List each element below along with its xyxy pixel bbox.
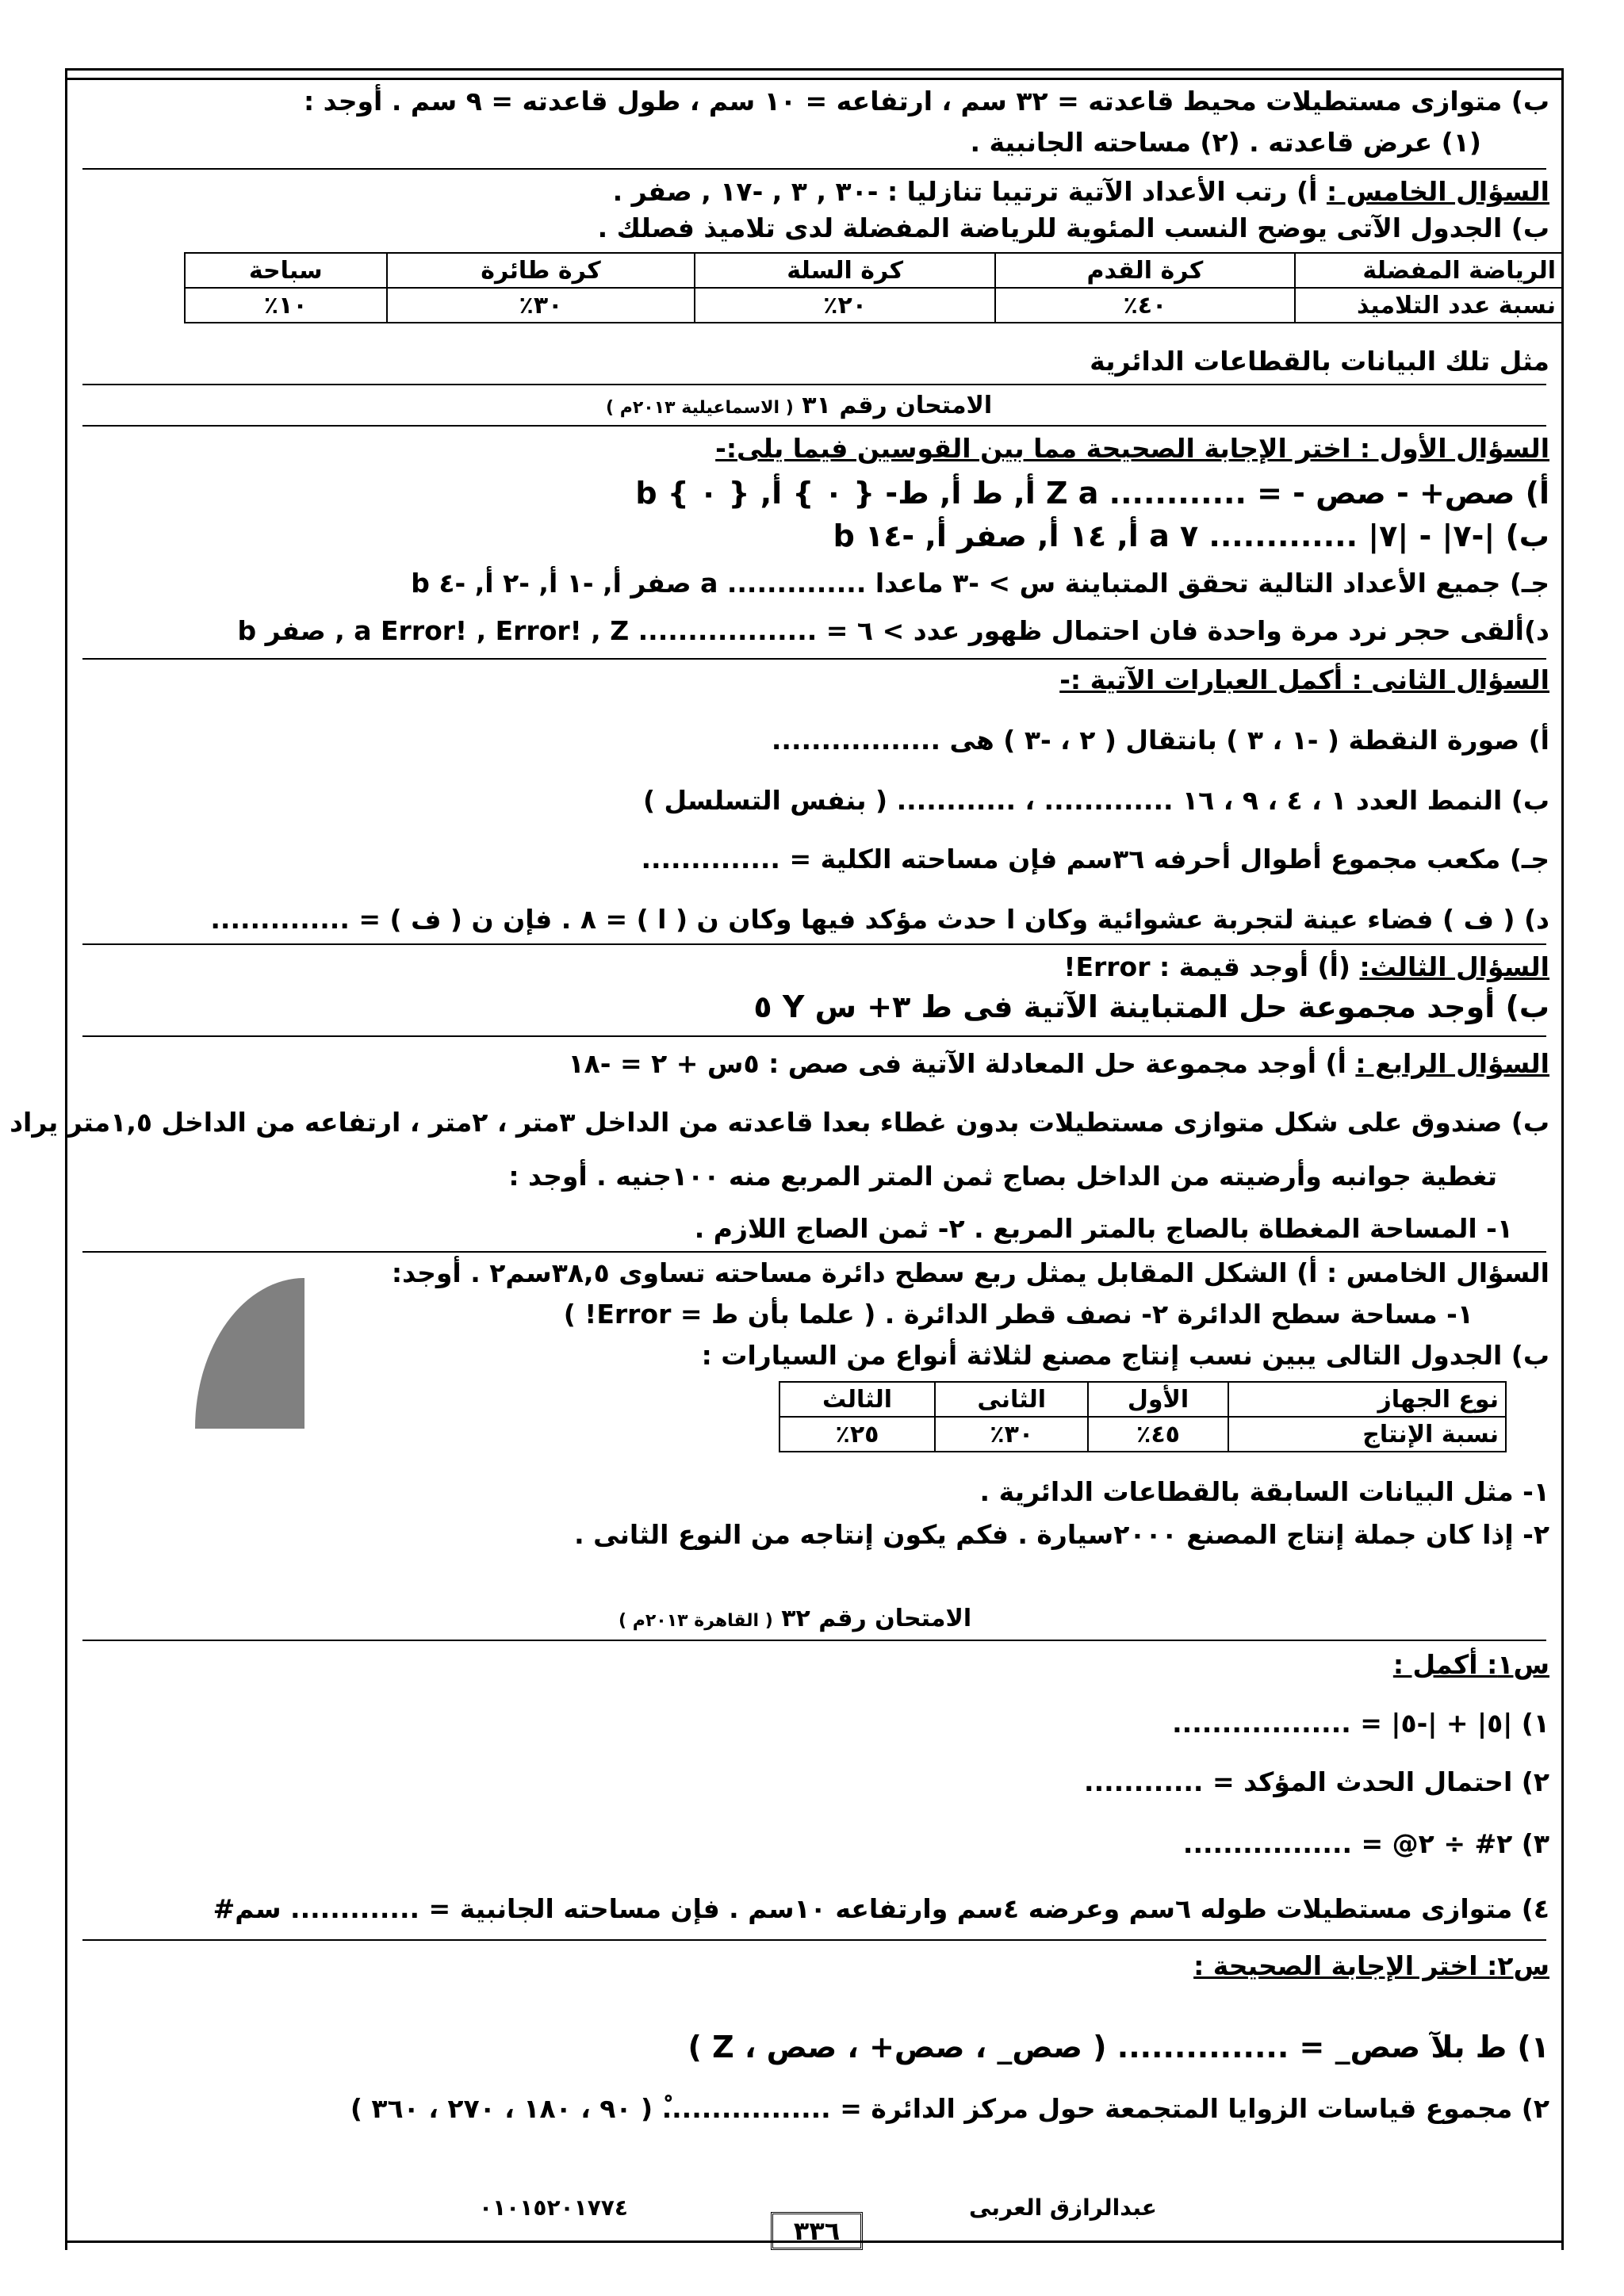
table-cell: كرة السلة <box>695 253 994 288</box>
e31-q4-a: أ) أوجد مجموعة حل المعادلة الآتية فى صص : ٥س + ٢ = -١٨ <box>568 1048 1356 1079</box>
separator <box>82 1640 1546 1641</box>
exam31-title: الامتحان رقم ٣١ <box>802 392 993 419</box>
e32-s1-3: ٣) ٢# ÷ ٢@ = ................. <box>1182 1828 1549 1859</box>
footer-author: عبدالرازق العربى <box>969 2195 1157 2221</box>
e31-q4-b3: ١- المساحة المغطاة بالصاج بالمتر المربع . ٢- ثمن الصاج اللازم . <box>694 1213 1513 1244</box>
page-number: ٣٣٦ <box>771 2212 863 2250</box>
table-cell: نسبة الإنتاج <box>1228 1417 1506 1452</box>
q5-a: أ) رتب الأعداد الآتية ترتيبا تنازليا : -٣٠ , ٣ , -١٧ , صفر . <box>612 176 1327 207</box>
e32-s1-2: ٢) احتمال الحدث المؤكد = ............ <box>1084 1766 1549 1797</box>
cuboid-question-parts: (١) عرض قاعدته . (٢) مساحته الجانبية . <box>970 127 1481 158</box>
e32-s2-2: ٢) مجموع قياسات الزوايا المتجمعة حول مركز الدائرة = .................ْ ( ٩٠ ، ١٨٠ ، ٢٧٠ ، ٣٦٠ ) <box>350 2093 1549 2124</box>
table-cell: ٤٠٪ <box>995 288 1295 323</box>
e31-q5-a-parts: ١- مساحة سطح الدائرة ٢- نصف قطر الدائرة . ( علما بأن ط = Error! ) <box>563 1299 1473 1330</box>
separator <box>82 168 1546 170</box>
e31-q2-d: د) ( ف ) فضاء عينة لتجربة عشوائية وكان ا حدث مؤكد فيها وكان ن ( ا ) = ٨ . فإن ن ( ف ) = .............. <box>210 904 1549 935</box>
q5-b: ب) الجدول الآتى يوضح النسب المئوية للرياضة المفضلة لدى تلاميذ فصلك . <box>597 212 1549 243</box>
table-cell: ٣٠٪ <box>387 288 695 323</box>
e31-q3-a: (أ) أوجد قيمة : Error! <box>1063 951 1360 982</box>
table-cell: كرة طائرة <box>387 253 695 288</box>
exam32-subtitle: ( القاهرة ٢٠١٣م ) <box>619 1611 773 1631</box>
table-cell: الأول <box>1088 1382 1228 1417</box>
e31-q1-c: جـ) جميع الأعداد التالية تحقق المتباينة س > -٣ ماعدا .............. a صفر أ, -١ أ, -٢ أ, -٤ b <box>411 568 1549 599</box>
cars-table <box>779 1381 1507 1452</box>
e32-s1-1: ١) |٥| + |-٥| = .................. <box>1172 1708 1549 1739</box>
cuboid-question: ب) متوازى مستطيلات محيط قاعدته = ٣٢ سم ، ارتفاعه = ١٠ سم ، طول قاعدته = ٩ سم . أوجد : <box>304 86 1549 117</box>
e31-q1-d: د)ألقى حجر نرد مرة واحدة فان احتمال ظهور عدد > ٦ = .................. a Error! , Error! , Z , صفر b <box>237 615 1549 646</box>
exam32-heading <box>619 1605 971 1632</box>
e31-q4-b2: تغطية جوانبه وأرضيته من الداخل بصاج ثمن المتر المربع منه ١٠٠جنيه . أوجد : <box>508 1161 1497 1192</box>
exam31-subtitle: ( الاسماعيلية ٢٠١٣م ) <box>606 398 794 418</box>
table-cell: الثالث <box>779 1382 935 1417</box>
e31-q5-title: السؤال الخامس : أ) الشكل المقابل يمثل ربع سطح دائرة مساحته تساوى ٣٨,٥سم٢ . أوجد: <box>391 1257 1549 1288</box>
e31-q1-b: ب) |-٧| - |٧| ............. ٧ a أ, ١٤ أ, صفر أ, -١٤ b <box>833 519 1549 553</box>
table-cell: ١٠٪ <box>185 288 387 323</box>
e31-q5-b1: ١- مثل البيانات السابقة بالقطاعات الدائرية . <box>979 1476 1549 1507</box>
table-cell: ٢٠٪ <box>695 288 994 323</box>
e31-q2-c: جـ) مكعب مجموع أطوال أحرفه ٣٦سم فإن مساحته الكلية = .............. <box>641 844 1549 874</box>
table-cell: سباحة <box>185 253 387 288</box>
table-cell: ٢٥٪ <box>779 1417 935 1452</box>
e31-q5-b: ب) الجدول التالى يبين نسب إنتاج مصنع لثلاثة أنواع من السيارات : <box>701 1340 1549 1371</box>
table-cell: نوع الجهاز <box>1228 1382 1506 1417</box>
separator <box>82 1939 1546 1941</box>
table-cell: الرياضة المفضلة <box>1295 253 1563 288</box>
e31-q1-a: أ) صص+ - صص - = ............ Z a أ, ط أ, ط- { ٠ } أ, { ٠ } b <box>635 476 1549 511</box>
sports-table-header <box>185 253 1563 288</box>
table-cell: نسبة عدد التلاميذ <box>1295 288 1563 323</box>
e31-q5-b2: ٢- إذا كان جملة إنتاج المصنع ٢٠٠٠سيارة . فكم يكون إنتاجه من النوع الثانى . <box>574 1519 1549 1550</box>
separator <box>82 1251 1546 1253</box>
e31-q2-a: أ) صورة النقطة ( -١ ، ٣ ) بانتقال ( ٢ ، -٣ ) هى ................. <box>771 725 1549 756</box>
separator <box>82 1035 1546 1037</box>
q5-represent: مثل تلك البيانات بالقطاعات الدائرية <box>1090 346 1549 377</box>
cars-table-header <box>779 1382 1506 1417</box>
e31-q4-title: السؤال الرابع : <box>1355 1048 1549 1079</box>
e31-q2-b: ب) النمط العدد ١ ، ٤ ، ٩ ، ١٦ ............. ، ............ ( بنفس التسلسل ) <box>642 785 1549 816</box>
exam31-heading <box>606 392 992 419</box>
separator <box>82 425 1546 427</box>
quarter-circle-shape <box>195 1278 304 1429</box>
q5-title: السؤال الخامس : <box>1326 176 1549 207</box>
e31-q1-title: السؤال الأول : اختر الإجابة الصحيحة مما بين القوسين فيما يلى:- <box>715 433 1549 464</box>
separator <box>82 943 1546 945</box>
table-cell: كرة القدم <box>995 253 1295 288</box>
q5-line-a <box>613 176 1549 208</box>
table-cell: الثانى <box>935 1382 1088 1417</box>
separator <box>82 384 1546 385</box>
table-cell: ٣٠٪ <box>935 1417 1088 1452</box>
e32-s2-1: ١) ط بلآ صص_ = ............... ( صص_ ، صص+ ، صص ، Z ) <box>688 2030 1549 2064</box>
sports-table-row <box>185 288 1563 323</box>
e31-q3-b: ب) أوجد مجموعة حل المتباينة الآتية فى ط ٣+ س Y ٥ <box>753 989 1549 1024</box>
sports-table <box>184 252 1564 323</box>
e31-q3-line <box>1063 951 1549 983</box>
separator <box>82 658 1546 660</box>
e31-q2-title: السؤال الثانى : أكمل العبارات الآتية :- <box>1059 664 1549 695</box>
e32-s2-title: س٢: اختر الإجابة الصحيحة : <box>1193 1950 1549 1981</box>
e32-s1-title: س١: أكمل : <box>1392 1649 1549 1680</box>
page-bottom-border <box>65 2241 1564 2243</box>
e32-s1-4: ٤) متوازى مستطيلات طوله ٦سم وعرضه ٤سم وارتفاعه ١٠سم . فإن مساحته الجانبية = ............. سم# <box>213 1893 1549 1924</box>
exam32-title: الامتحان رقم ٣٢ <box>781 1605 972 1632</box>
table-cell: ٤٥٪ <box>1088 1417 1228 1452</box>
cars-table-row <box>779 1417 1506 1452</box>
footer-phone: ٠١٠١٥٢٠١٧٧٤ <box>479 2195 628 2221</box>
e31-q4-b1: ب) صندوق على شكل متوازى مستطيلات بدون غطاء بعدا قاعدته من الداخل ٣متر ، ٢متر ، ارتفاعه من الداخل ١,٥متر يراد <box>10 1107 1549 1138</box>
e31-q4-line <box>568 1048 1549 1080</box>
e31-q3-title: السؤال الثالث: <box>1359 951 1549 982</box>
